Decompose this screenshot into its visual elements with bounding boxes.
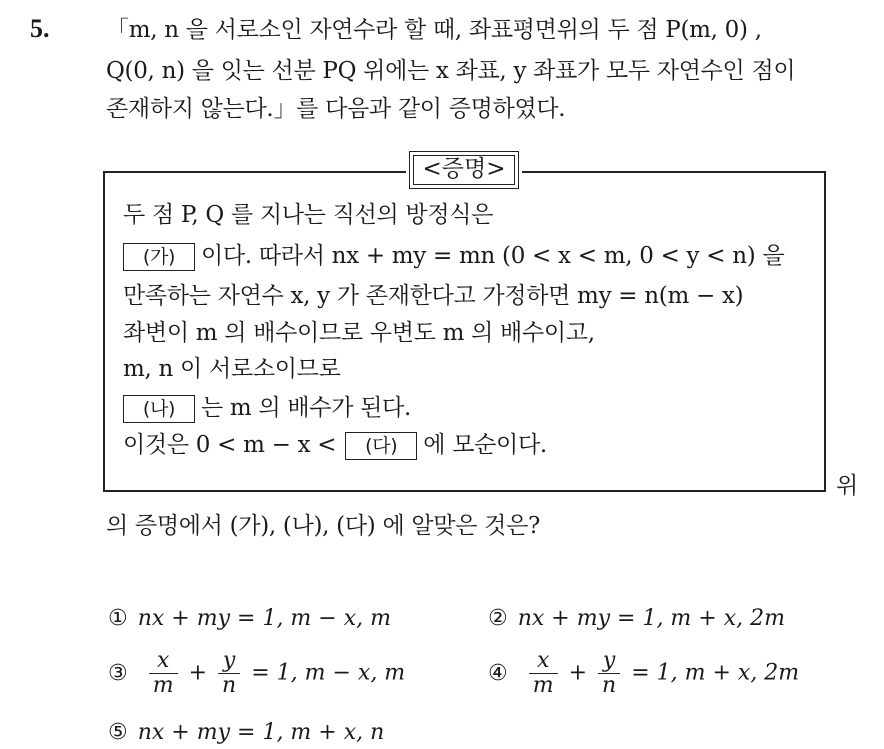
proof-line-3: 만족하는 자연수 x, y 가 존재한다고 가정하면 my = n(m − x) [123,283,744,309]
proof-line-1: 두 점 P, Q 를 지나는 직선의 방정식은 [123,202,494,228]
question-stem-line-3: 존재하지 않는다.」를 다음과 같이 증명하였다. [106,96,566,122]
proof-line-2 [123,240,784,272]
choice-3-den-1: m [152,673,174,698]
question-number: 5. [30,14,50,43]
choice-3-den-2: n [222,673,237,698]
proof-line-2-text: 이다. 따라서 nx + my = mn (0 < x < m, 0 < y < n) 을 [201,243,785,269]
blank-ga: (가) [123,243,195,271]
proof-line-4: 좌변이 m 의 배수이므로 우변도 m 의 배수이고, [123,320,595,346]
choice-4-den-2: n [602,673,617,698]
choice-5[interactable] [108,717,384,749]
choice-2[interactable] [488,603,785,635]
choice-3-num-2: y [218,649,240,674]
choice-1-text: nx + my = 1, m − x, m [137,606,391,631]
proof-line-7-pre: 이것은 0 < m − x < [123,432,337,458]
proof-line-5: m, n 이 서로소이므로 [123,356,341,382]
choice-1-mark: ① [108,606,128,631]
choice-3-mark: ③ [108,660,128,686]
choice-3[interactable]: ③ $\frac{x}{m}$ + $\frac{y}{n}$ = 1, m − x, m [108,648,406,698]
proof-line-7 [123,429,547,461]
proof-line-6 [123,392,411,424]
question-stem-line-2: Q(0, n) 을 잇는 선분 PQ 위에는 x 좌표, y 좌표가 모두 자연수인 점이 [106,58,796,84]
choice-4-num-2: y [598,649,620,674]
choice-4[interactable]: ④ $\frac{x}{m}$ + $\frac{y}{n}$ = 1, m + x, 2m [488,648,800,698]
choice-5-text: nx + my = 1, m + x, n [137,720,385,745]
proof-line-6-text: 는 m 의 배수가 된다. [201,395,411,421]
choice-2-text: nx + my = 1, m + x, 2m [517,606,785,631]
choice-1[interactable] [108,603,391,635]
choice-4-text: = 1, m + x, 2m [631,660,800,686]
question-stem-line-1: 「m, n 을 서로소인 자연수라 할 때, 좌표평면위의 두 점 P(m, 0) , [106,17,762,43]
choice-3-text: = 1, m − x, m [251,660,406,686]
proof-title-text: <증명> [422,156,506,182]
choice-4-den-1: m [532,673,554,698]
choice-2-mark: ② [488,606,508,631]
blank-da: (다) [345,432,417,460]
choice-4-num-1: x [529,649,558,674]
choice-3-fraction-2 [218,649,240,698]
choice-3-fraction-1 [149,649,178,698]
question-prompt: 의 증명에서 (가), (나), (다) 에 알맞은 것은? [106,513,541,539]
choice-4-mark: ④ [488,660,508,686]
choice-4-fraction-2 [598,649,620,698]
choice-5-mark: ⑤ [108,720,128,745]
choice-3-num-1: x [149,649,178,674]
blank-na: (나) [123,395,195,423]
proof-line-7-post: 에 모순이다. [423,432,547,458]
proof-side-label: 위 [836,473,858,499]
choice-4-fraction-1 [529,649,558,698]
proof-title [409,151,519,189]
